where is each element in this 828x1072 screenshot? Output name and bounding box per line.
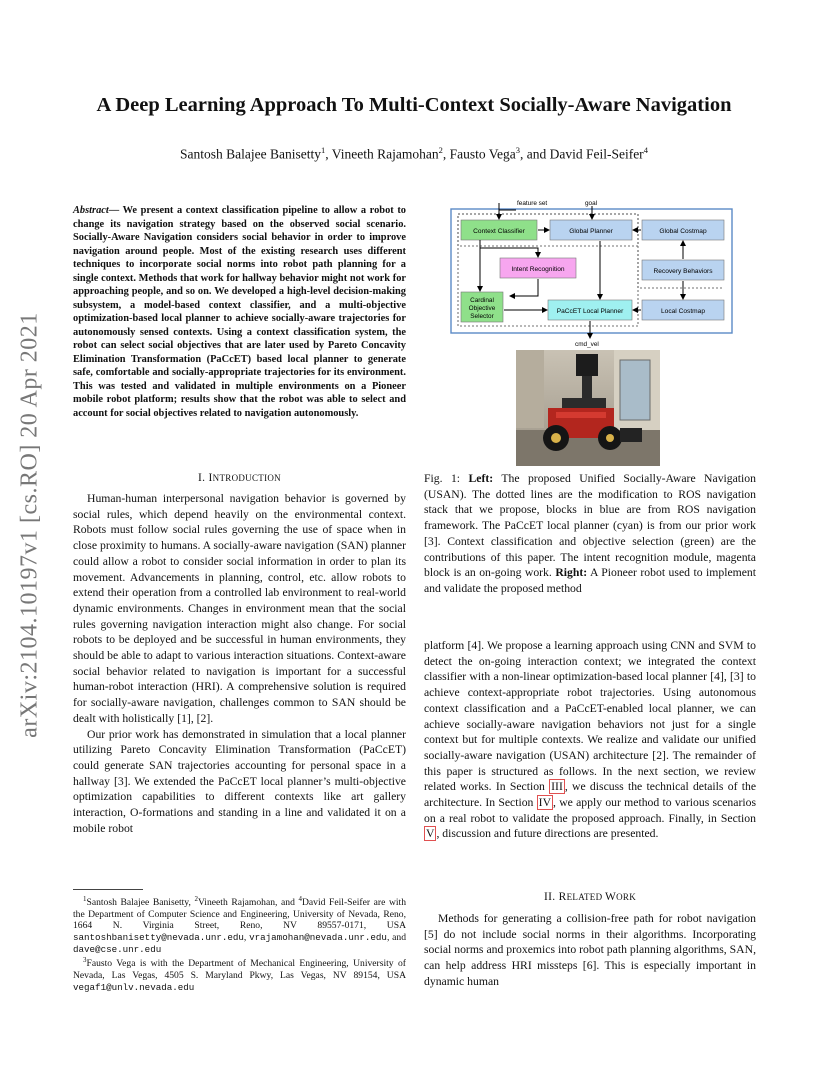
email-link[interactable]: santoshbanisetty@nevada.unr.edu <box>73 931 244 943</box>
footnotes <box>73 894 406 993</box>
caption-right-label: Right: <box>555 566 588 580</box>
section-heading-rest: NTRODUCTION <box>212 473 281 483</box>
figure-caption <box>424 471 756 597</box>
global-planner-label: Global Planner <box>569 228 613 235</box>
footnote-text: Santosh Balajee Banisetty, <box>86 897 195 909</box>
author-name: Santosh Balajee Banisetty <box>180 146 322 162</box>
goal-label: goal <box>585 200 598 207</box>
paragraph-text: , we apply our method to various scenarios on a real robot to validate the proposed approach. Finally, in Section <box>424 796 756 825</box>
paragraph: Methods for generating a collision-free path for robot navigation [5] do not include social norms in their algorithms. Incorporating social norms and proxemics into robot path planning algorithms, SAN, can help address HRI missteps [6]. This is especially important in dynamic human <box>424 912 756 988</box>
caption-right-text: A Pioneer robot used to implement and validate the proposed method <box>424 566 756 595</box>
abstract-label: Abstract <box>73 205 109 216</box>
author-affiliation-mark: 2 <box>438 145 443 155</box>
abstract <box>73 204 406 420</box>
footnote-1: $^1$Santosh Balajee Banisetty, $^2$Vineeth Rajamohan, and $^4$David Feil-Seifer are with the Department of Computer Science and Engineering, University of Nevada, Reno, 1664 N. Virginia Street, Reno, NV 89557-0171, USA santoshbanisetty@nevada.unr.edu, vrajamohan@nevada.unr.edu, and dave@cse.unr.edu <box>73 895 407 955</box>
footnote-text: , and <box>386 931 406 943</box>
abstract-text: — We present a context classification pipeline to allow a robot to change its navigation strategy based on the observed social scenario. Socially-Aware Navigation considers social behavior in order to improve navigation around people. Most of the existing research uses different techniques to incorporate social norms into robot path planning for a single context. Methods that work for hallway behavior might not work for approaching people, and so on. We developed a high-level decision-making subsystem, a model-based context classifier, and a multi-objective optimization-based local planner to achieve socially-aware trajectories for autonomously sensed contexts. Using a context classification system, the robot can select social objectives that are later used by Pareto Concavity Elimination Transformation (PaCcET) based local planner to generate safe, comfortable and socially-appropriate trajectories for its environment. This was tested and validated in multiple environments on a Pioneer mobile robot platform; results show that the robot was able to select and account for social objectives related to navigation autonomously. <box>73 205 406 419</box>
section-link-iii[interactable]: III <box>551 780 563 794</box>
author-name: Vineeth Rajamohan <box>331 146 439 162</box>
paragraph-text: , we discuss the technical details of the architecture. In Section <box>424 780 757 810</box>
figure-number: Fig. 1: <box>424 472 469 485</box>
cardinal-objective-selector-label: Objective <box>468 305 496 312</box>
caption-left-text: The proposed Unified Socially-Aware Navigation (USAN). The dotted lines are the modification to ROS navigation stack that we propose, blocks in blue are from ROS navigation framework. The PaCcET local planner (cyan) is from our prior work [3]. Context classification and objective selection (green) are the contributions of this paper. The intent recognition module, magenta block is an on-going work. <box>424 472 756 580</box>
section-link-iv[interactable]: IV <box>538 796 552 810</box>
email-link[interactable]: dave@cse.unr.edu <box>73 943 162 955</box>
section-heading-related-work <box>424 891 756 903</box>
recovery-behaviors-label: Recovery Behaviors <box>653 268 713 275</box>
section-link-v[interactable]: V <box>426 827 435 841</box>
section-heading-initial: R <box>558 891 567 903</box>
footnote-rule <box>73 889 143 890</box>
paragraph-text: , discussion and future directions are presented. <box>436 827 659 841</box>
footnote-text: Fausto Vega is with the Department of Mechanical Engineering, University of Nevada, Las Vegas, 4505 S. Maryland Pkwy, Las Vegas, NV 89154, USA <box>73 958 406 981</box>
author-name: David Feil-Seifer <box>549 146 644 162</box>
arxiv-identifier-text: arXiv:2104.10197v1 [cs.RO] 20 Apr 2021 <box>16 312 43 738</box>
section-heading-rest: ORK <box>616 892 636 902</box>
section-heading-initial: I <box>208 472 213 484</box>
paper-title: A Deep Learning Approach To Multi-Context Socially-Aware Navigation <box>96 94 732 116</box>
author-separator: , and <box>519 146 550 162</box>
author-separator: , <box>325 146 332 162</box>
classifier-to-intent-arrow <box>480 240 538 257</box>
author-affiliation-mark: 4 <box>643 145 648 155</box>
section-number: I. <box>198 472 206 484</box>
footnote-text: David Feil-Seifer are with the Department of Computer Science and Engineering, University of Nevada, Reno, 1664 N. Virginia Street, Reno, NV 89557-0171, USA <box>73 897 407 932</box>
section-heading-initial: W <box>604 891 617 903</box>
introduction-continued <box>424 638 756 842</box>
author-separator: , <box>442 146 450 162</box>
cardinal-objective-selector-label: Selector <box>470 313 494 320</box>
footnote-text: Vineeth Rajamohan, and <box>197 897 299 909</box>
cardinal-objective-selector-label: Cardinal <box>470 297 494 304</box>
local-planner-label: PaCcET Local Planner <box>556 308 624 315</box>
robot-sensor-head <box>576 354 598 376</box>
paragraph-text: platform [4]. We propose a learning approach using CNN and SVM to detect the on-going interaction context; we integrated the context classifier with a non-linear optimization-based local planner [4], [3] to achieve context-appropriate robot trajectories. Using autonomous context classification and a PaCcET-enabled local planner, we can achieve socially-aware navigation behaviors not just for a single context but for multiple contexts. We realize and validate our unified socially-aware navigation (USAN) architecture [2]. The remainder of this paper is structured as follows. In the next section, we review related works. In Section <box>424 639 756 794</box>
related-work-body <box>424 911 756 990</box>
section-heading-introduction <box>73 472 406 484</box>
usan-architecture-diagram <box>450 196 738 352</box>
intent-recognition-label: Intent Recognition <box>511 266 565 273</box>
author-affiliation-mark: 1 <box>321 145 326 155</box>
author-affiliation-mark: 3 <box>515 145 520 155</box>
author-name: Fausto Vega <box>449 146 516 162</box>
context-classifier-label: Context Classifier <box>473 228 525 235</box>
local-costmap-label: Local Costmap <box>661 308 705 315</box>
paragraph: Our prior work has demonstrated in simulation that a local planner utilizing Pareto Concavity Elimination Transformation (PaCcET) could generate SAN trajectories accounting for personal space in a hallway [3]. We extended the PaCcET local planner’s multi-objective optimization capabilities to different contexts like art gallery interaction, O-formations and standing in a line and validated it on a mobile robot <box>73 727 406 835</box>
footnote-3: $^3$Fausto Vega is with the Department of Mechanical Engineering, University of Nevada, Las Vegas, 4505 S. Maryland Pkwy, Las Vegas, NV 89154, USA vegaf1@unlv.nevada.edu <box>73 956 406 993</box>
section-heading-rest: ELATED <box>566 892 605 902</box>
arxiv-identifier <box>10 290 50 760</box>
author-list <box>60 145 768 163</box>
pioneer-robot-photo <box>516 350 660 466</box>
email-link[interactable]: vrajamohan@nevada.unr.edu <box>249 931 387 943</box>
paragraph <box>424 638 756 842</box>
cmd-vel-label: cmd_vel <box>575 341 599 348</box>
caption-paragraph <box>424 471 756 597</box>
feature-set-label: feature set <box>517 200 548 207</box>
section-number: II. <box>543 891 556 903</box>
introduction-body <box>73 491 406 836</box>
global-costmap-label: Global Costmap <box>659 228 707 235</box>
caption-left-label: Left: <box>468 472 494 485</box>
paragraph: Human-human interpersonal navigation behavior is governed by social rules, which depend heavily on the environmental context. Robots must follow social rules governing the use of space when in close proximity to humans. A socially-aware navigation (SAN) planner could allow a robot to consider social information in order to plan its movement. Advancements in planning, control, etc. allow robots to extend their operation from a controlled lab environment to real-world dynamic environments. Changes in environment mean that the social rules governing navigation interaction might also change. For social robots to be deployed and be successful in human environments, they should be able to adapt to various interaction situations. Context-aware social behavior related to navigation is important for a successful human-robot interaction (HRI). A comprehensive solution is required for socially-aware navigation, challenges common to SAN should be dealt with holistically [1], [2]. <box>73 492 406 725</box>
email-link[interactable]: vegaf1@unlv.nevada.edu <box>73 981 195 993</box>
